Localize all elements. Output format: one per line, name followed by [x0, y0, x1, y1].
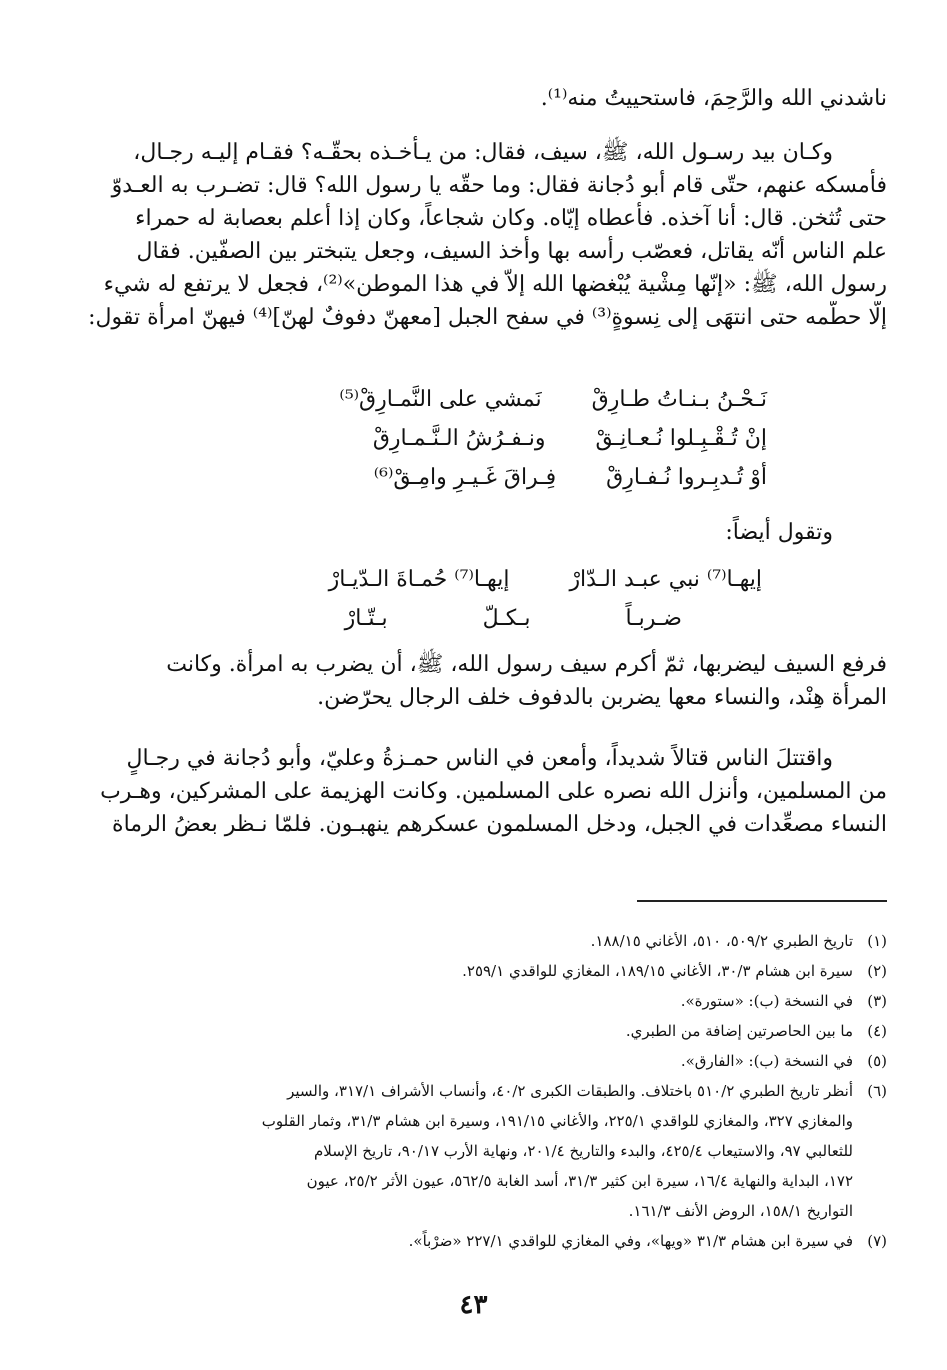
paragraph-4-line: النساء مصعِّدات في الجبل، ودخل المسلمون عسكرهم ينهبـون. فلمّا نـظر بعضُ الرماة	[112, 812, 887, 837]
paragraph-2	[57, 136, 887, 334]
footnote-line: في النسخة (ب): «ستورة».	[680, 992, 853, 1010]
footnote-text	[57, 1046, 853, 1076]
poem-2-word: ضـربـاً	[625, 606, 682, 631]
footnote	[57, 956, 887, 986]
footnote-number: (٤)	[867, 1022, 887, 1040]
poem-1-hemistich: نَمشي على النَّمـارِقْ⁽⁵⁾	[339, 387, 542, 412]
footnote-line: أنظر تاريخ الطبري ٥١٠/٢ باختلاف. والطبقات الكبرى ٤٠/٢، وأنساب الأشراف ٣١٧/١، والسير	[287, 1082, 853, 1100]
footnote-text	[57, 986, 853, 1016]
footnote	[57, 986, 887, 1016]
footnote-number: (٦)	[867, 1082, 887, 1100]
footnote-separator	[637, 900, 887, 902]
paragraph-1-line: ناشدني الله والرَّحِمَ، فاستحييتُ منه⁽¹⁾.	[540, 86, 887, 111]
footnote-number: (٥)	[867, 1052, 887, 1070]
poem-1-hemistich: ونـفـرُشُ الـنَّـمـارِقْ	[372, 426, 546, 451]
paragraph-2-line: فأمسكه عنهم، حتّى قام أبو دُجانة فقال: وما حقّه يا رسول الله؟ قال: تضـرب به العـدوّ	[111, 173, 887, 198]
poem-1-hemistich: أوْ تُـدبِـروا نُـفـارِقْ	[606, 465, 767, 490]
footnote-line: للثعالبي ٩٧، والاستيعاب ٤٢٥/٤، والبدء والتاريخ ٢٠١/٤، ونهاية الأرب ٩٠/١٧، تاريخ الإسلام	[313, 1142, 853, 1160]
paragraph-also	[57, 516, 887, 549]
poem-1-hemistich: إنْ تُـقْـبِـلوا نُـعـانِـقْ	[595, 426, 767, 451]
footnote-number: (٣)	[867, 992, 887, 1010]
footnote-line: ١٧٢، البداية والنهاية ١٦/٤، سيرة ابن كثير ٣١/٣، أسد الغابة ٥٦٢/٥، عيون الأثر ٢٥/٢، عيون	[306, 1172, 853, 1190]
poem-1-verse	[339, 419, 767, 458]
paragraph-2-line: وكـان بيد رسـول الله، ﷺ، سيف، فقال: من يـأخـذه بحقّـه؟ فقـام إليـه رجـال،	[133, 140, 833, 165]
footnote-line: ما بين الحاصرتين إضافة من الطبري.	[625, 1022, 853, 1040]
footnote	[57, 926, 887, 956]
also-says-line: وتقول أيضاً:	[725, 520, 833, 545]
footnote-text	[57, 1016, 853, 1046]
paragraph-4	[57, 742, 887, 841]
footnote-text	[57, 956, 853, 986]
poem-2-hemistich: إيهـا⁽⁷⁾ حُمـاةَ الـدّيـارْ	[328, 567, 510, 592]
poem-1-hemistich: نَـحْـنُ بـنـاتُ طـارِقْ	[591, 387, 767, 412]
poem-2-word: بـتّـارْ	[344, 606, 388, 631]
poem-2-word: بـكـلّ	[482, 606, 531, 631]
poem-2-verse	[329, 599, 762, 638]
footnote	[57, 1076, 887, 1226]
footnote-number: (٧)	[867, 1232, 887, 1250]
paragraph-4-line: واقتتلَ الناس قتالاً شديداً، وأمعن في الناس حمـزةُ وعليّ، وأبو دُجانة في رجـالٍ	[126, 746, 833, 771]
footnote-line: تاريخ الطبري ٥٠٩/٢، ٥١٠، الأغاني ١٨٨/١٥.	[590, 932, 853, 950]
poem-2-hemistich: إيهـا⁽⁷⁾ نبي عبـد الـدّارْ	[569, 567, 762, 592]
footnote-line: سيرة ابن هشام ٣٠/٣، الأغاني ١٨٩/١٥، المغازي للواقدي ٢٥٩/١.	[462, 962, 853, 980]
paragraph-2-line: علم الناس أنّه يقاتل، فعصّب رأسه بها وأخذ السيف، وجعل يتبختر بين الصفّين. فقال	[136, 239, 887, 264]
footnote	[57, 1016, 887, 1046]
poem-1-verse	[339, 458, 767, 497]
poem-2-verse	[329, 560, 762, 599]
paragraph-3-line: المرأة هِنْد، والنساء معها يضربن بالدفوف خلف الرجال يحرّضن.	[317, 685, 887, 710]
poem-1-hemistich: فِـراقَ غَـيـرِ وامِـقْ⁽⁶⁾	[373, 465, 557, 490]
paragraph-1	[57, 82, 887, 115]
footnote-number: (٢)	[867, 962, 887, 980]
footnote-text	[57, 926, 853, 956]
paragraph-4-line: من المسلمين، وأنزل الله نصره على المسلمين. وكانت الهزيمة على المشركين، وهـرب	[100, 779, 887, 804]
paragraph-2-line: حتى تُثخن. قال: أنا آخذه. فأعطاه إيّاه. وكان شجاعاً، وكان إذا أعلم بعصابة له حمراء	[135, 206, 887, 231]
paragraph-3	[57, 648, 887, 714]
paragraph-2-line: رسول الله، ﷺ: «إنّها مِشْية يُبْغضها الله إلاّ في هذا الموطن»⁽²⁾، فجعل لا يرتفع له شيء	[103, 272, 887, 297]
footnotes	[57, 926, 887, 1256]
footnote-text	[57, 1076, 853, 1226]
poem-1-verse	[339, 380, 767, 419]
poem-1	[339, 380, 767, 497]
footnote-line: في سيرة ابن هشام ٣١/٣ «ويها»، وفي المغازي للواقدي ٢٢٧/١ «ضرْباً».	[408, 1232, 853, 1250]
page-number: ٤٣	[459, 1290, 488, 1320]
paragraph-2-line: إلّا حطّمه حتى انتهَى إلى نِسوةٍ⁽³⁾ في سفح الجبل [معهنّ دفوفٌ لهنّ]⁽⁴⁾ فيهنّ امرأة تقول:	[88, 305, 887, 330]
footnote	[57, 1046, 887, 1076]
footnote-number: (١)	[867, 932, 887, 950]
footnote-line: في النسخة (ب): «الفارق».	[680, 1052, 853, 1070]
footnote-line: التواريخ ١٥٨/١، الروض الأنف ١٦١/٣.	[628, 1202, 853, 1220]
footnote-text	[57, 1226, 853, 1256]
paragraph-3-line: فرفع السيف ليضربها، ثمّ أكرم سيف رسول الله، ﷺ، أن يضرب به امرأة. وكانت	[166, 652, 887, 677]
poem-2	[329, 560, 762, 638]
footnote	[57, 1226, 887, 1256]
footnote-line: والمغازي ٣٢٧، والمغازي للواقدي ٢٢٥/١، والأغاني ١٩١/١٥، وسيرة ابن هشام ٣١/٣، وثمار القلوب	[261, 1112, 853, 1130]
